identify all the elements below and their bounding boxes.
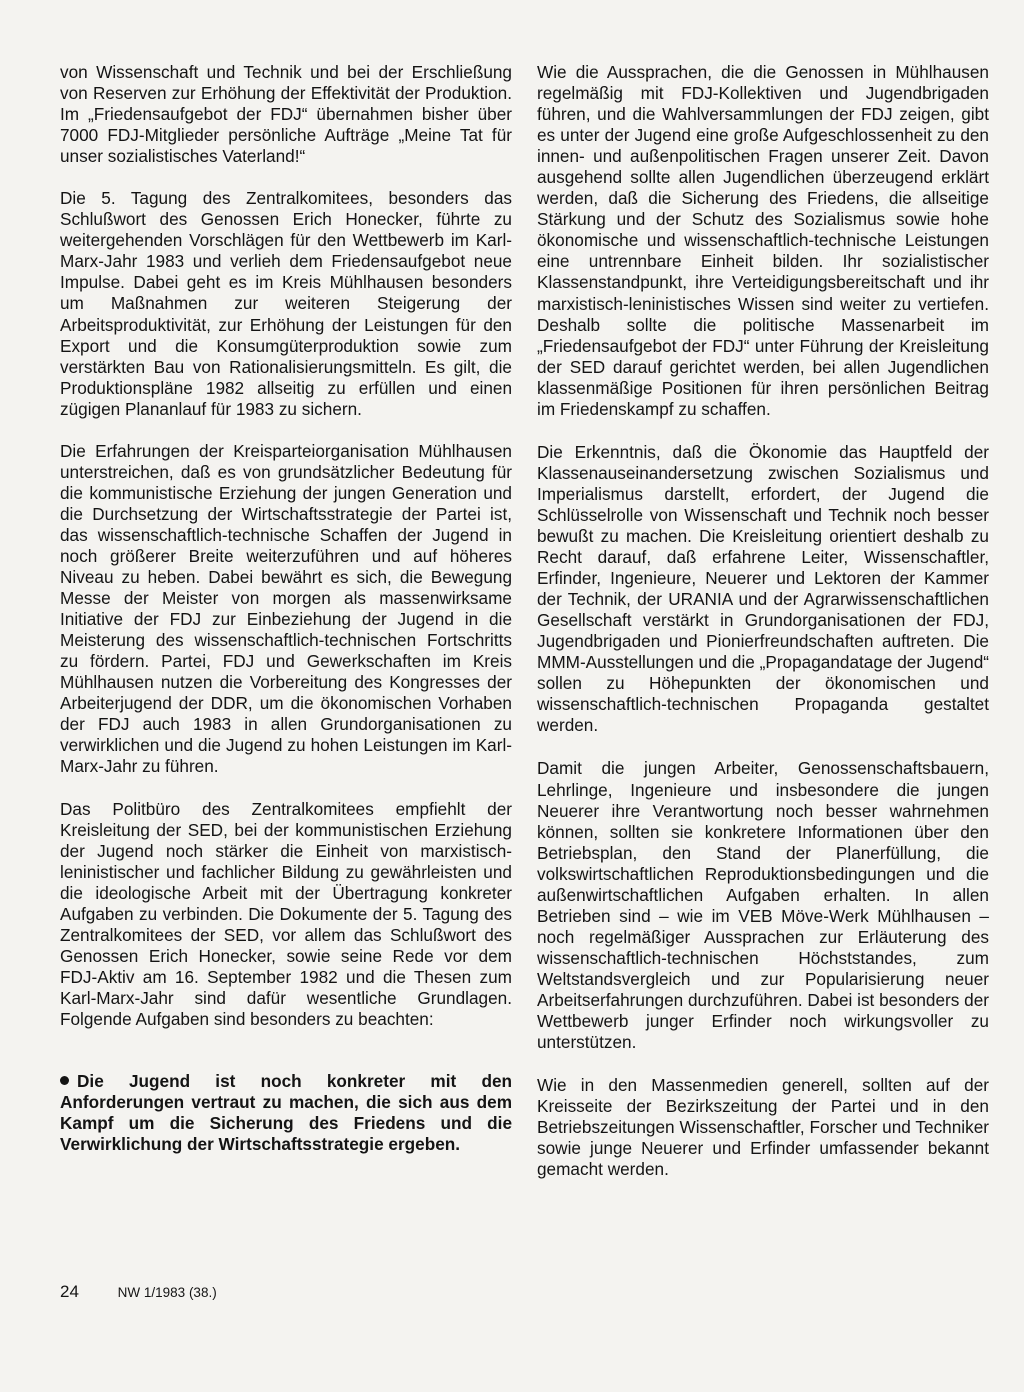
issue-reference: NW 1/1983 (38.) xyxy=(117,1285,217,1300)
paragraph: Wie in den Massenmedien generell, sollten auf der Kreisseite der Bezirkszeitung der Partei und in den Betriebszeitungen Wissenschaftler, Forscher und Techniker sowie junge Neuerer und Erfinder umfassender bekannt gemacht werden. xyxy=(537,1075,989,1180)
paragraph: Das Politbüro des Zentralkomitees empfiehlt der Kreisleitung der SED, bei der kommunistischen Erziehung der Jugend noch stärker die Einheit von marxistisch-leninistischer und fachlicher Bildung zu gewährleisten und die ideologische Arbeit mit der Übertragung konkreter Aufgaben zu verbinden. Die Dokumente der 5. Tagung des Zentralkomitees der SED, vor allem das Schlußwort des Genossen Erich Honecker, sowie seine Rede vor dem FDJ-Aktiv am 16. September 1982 und die Thesen zum Karl-Marx-Jahr sind dafür wesentliche Grundlagen. Folgende Aufgaben sind besonders zu beachten: xyxy=(60,798,512,1029)
paragraph: Damit die jungen Arbeiter, Genossenschaftsbauern, Lehrlinge, Ingenieure und insbesondere die jungen Neuerer ihre Verantwortung noch besser wahrnehmen können, sollten sie konkretere Informationen über den Betriebsplan, den Stand der Planerfüllung, die volkswirtschaftlichen Reproduktionsbedingungen und die außenwirtschaftlichen Aufgaben erhalten. In allen Betrieben sind – wie im VEB Möve-Werk Mühlhausen – noch regelmäßiger Aussprachen zur Erläuterung des wissenschaftlich-technischen Höchststandes, zum Weltstandsvergleich und zur Popularisierung neuer Arbeitserfahrungen durchzuführen. Dabei ist besonders der Wettbewerb junger Erfinder noch wirkungsvoller zu unterstützen. xyxy=(537,758,989,1053)
bullet-text: Die Jugend ist noch konkreter mit den Anforderungen vertraut zu machen, die sich aus dem Kampf um die Sicherung des Friedens und die Verwirklichung der Wirtschaftsstrategie ergeben. xyxy=(60,1071,512,1155)
paragraph: Die Erfahrungen der Kreisparteiorganisation Mühlhausen unterstreichen, daß es von grundsätzlicher Bedeutung für die kommunistische Erziehung der jungen Generation und die Durchsetzung der Wirtschaftsstrategie der Partei ist, das wissenschaftlich-technische Schaffen der Jugend in noch größerer Breite weiterzuführen und auf höheres Niveau zu heben. Dabei bewährt es sich, die Bewegung Messe der Meister von morgen als massenwirksame Initiative der FDJ zur Einbeziehung der Jugend in die Meisterung des wissenschaftlich-technischen Fortschritts zu fördern. Partei, FDJ und Gewerkschaften im Kreis Mühlhausen nutzen die Vorbereitung des Kongresses der Arbeiterjugend der DDR, um die ökonomischen Vorhaben der FDJ auch 1983 in allen Grundorganisationen zu verwirklichen und die Jugend zu hohen Leistungen im Karl-Marx-Jahr zu führen. xyxy=(60,440,512,777)
bullet-paragraph xyxy=(60,1071,512,1155)
page-number: 24 xyxy=(60,1282,79,1301)
bullet-icon xyxy=(60,1076,69,1085)
paragraph: von Wissenschaft und Technik und bei der Erschließung von Reserven zur Erhöhung der Effektivität der Produktion. Im „Friedensaufgebot der FDJ“ übernahmen bisher über 7000 FDJ-Mitglieder persönliche Aufträge „Meine Tat für unser sozialistisches Vaterland!“ xyxy=(60,62,512,167)
page-footer xyxy=(60,1282,217,1302)
right-column xyxy=(537,62,989,1180)
paragraph: Die 5. Tagung des Zentralkomitees, besonders das Schlußwort des Genossen Erich Honecker, führte zu weitergehenden Vorschlägen für den Wettbewerb im Karl-Marx-Jahr 1983 und verlieh dem Friedensaufgebot neue Impulse. Dabei geht es im Kreis Mühlhausen besonders um Maßnahmen zur weiteren Steigerung der Arbeitsproduktivität, zur Erhöhung der Leistungen für den Export und die Konsumgüterproduktion sowie zum verstärkten Bau von Rationalisierungsmitteln. Es gilt, die Produktionspläne 1982 allseitig zu erfüllen und einen zügigen Plananlauf für 1983 zu sichern. xyxy=(60,188,512,419)
left-column xyxy=(60,62,512,1155)
paragraph: Die Erkenntnis, daß die Ökonomie das Hauptfeld der Klassenauseinandersetzung zwischen Sozialismus und Imperialismus darstellt, erfordert, der Jugend die Schlüsselrolle von Wissenschaft und Technik noch besser bewußt zu machen. Die Kreisleitung orientiert deshalb zu Recht darauf, daß erfahrene Leiter, Wissenschaftler, Erfinder, Ingenieure, Neuerer und Lektoren der Kammer der Technik, der URANIA und der Agrarwissenschaftlichen Gesellschaft verstärkt in Grundorganisationen der FDJ, Jugendbrigaden und Pionierfreundschaften auftreten. Die MMM-Ausstellungen und die „Propagandatage der Jugend“ sollen zu Höhepunkten der ökonomischen und wissenschaftlich-technischen Propaganda gestaltet werden. xyxy=(537,441,989,736)
paragraph: Wie die Aussprachen, die die Genossen in Mühlhausen regelmäßig mit FDJ-Kollektiven und Jugendbrigaden führen, und die Wahlversammlungen der FDJ zeigen, gibt es unter der Jugend eine große Aufgeschlossenheit zu den innen- und außenpolitischen Fragen unserer Zeit. Davon ausgehend sollte allen Jugendlichen überzeugend erklärt werden, daß die Sicherung des Friedens, die allseitige Stärkung und der Schutz des Sozialismus sowie hohe ökonomische und wissenschaftlich-technische Leistungen eine untrennbare Einheit bilden. Ihr sozialistischer Klassenstandpunkt, ihre Verteidigungsbereitschaft und ihr marxistisch-leninistisches Wissen sind weiter zu vertiefen. Deshalb sollte die politische Massenarbeit im „Friedensaufgebot der FDJ“ unter Führung der Kreisleitung der SED darauf gerichtet werden, bei allen Jugendlichen klassenmäßige Positionen für ihren persönlichen Beitrag im Friedenskampf zu schaffen. xyxy=(537,62,989,419)
